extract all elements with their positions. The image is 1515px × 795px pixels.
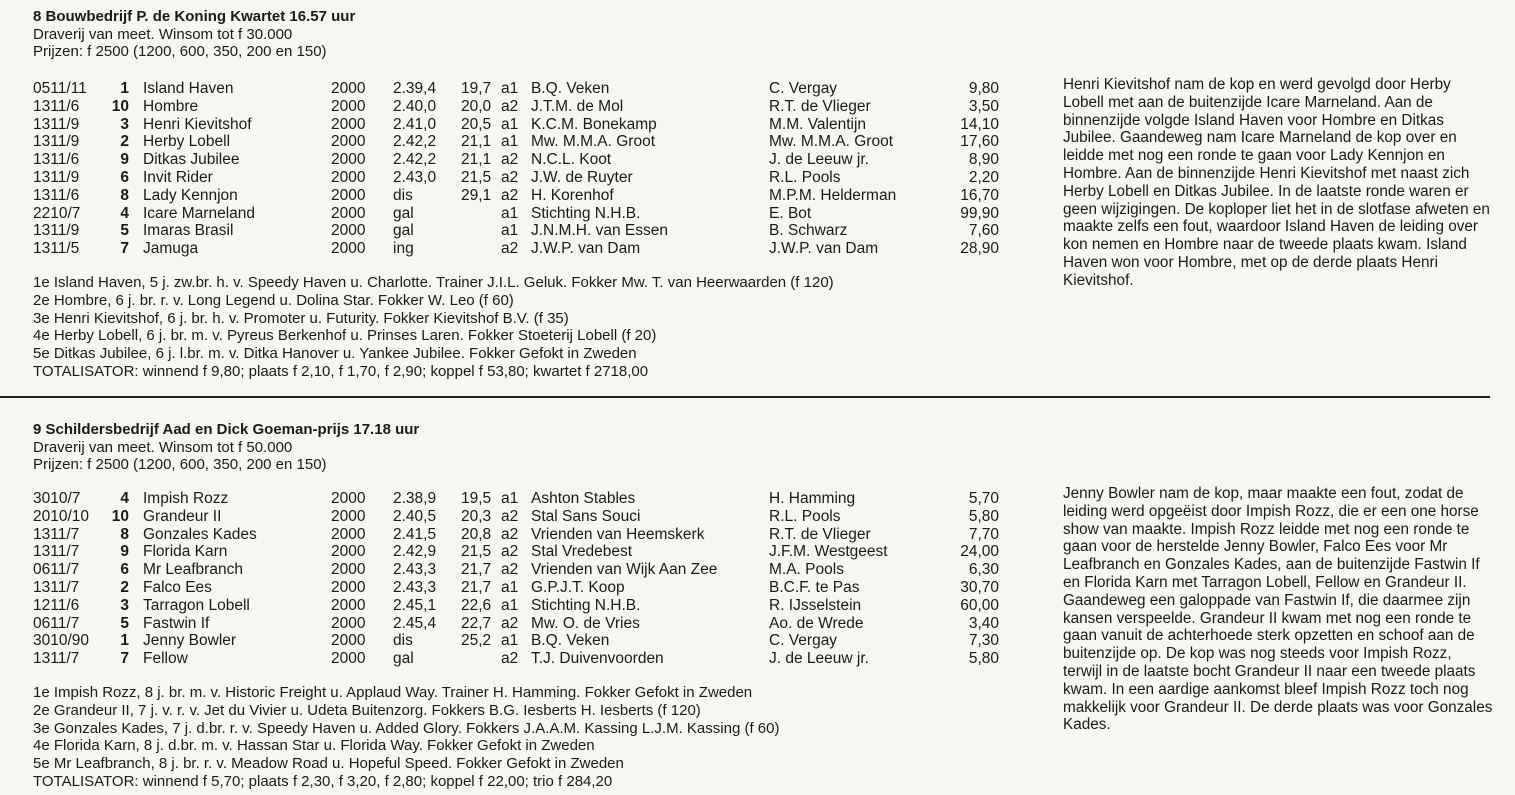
km-time: 20,5 <box>461 115 492 133</box>
odds: 14,10 <box>960 115 999 133</box>
odds: 7,60 <box>968 222 999 240</box>
distance: 2000 <box>331 507 366 525</box>
odds: 5,70 <box>968 490 999 507</box>
km-time <box>461 650 501 668</box>
odds: 5,80 <box>968 507 999 525</box>
pedigree-line: 5e Mr Leafbranch, 8 j. br. r. v. Meadow Road u. Hopeful Speed. Fokker Gefokt in Zweden <box>33 755 624 773</box>
distance: 2000 <box>331 222 366 240</box>
owner: N.C.L. Koot <box>531 151 612 169</box>
horse-name: Henri Kievitshof <box>143 115 252 133</box>
distance: 2000 <box>331 578 366 596</box>
section-divider <box>0 396 1490 398</box>
driver: B.C.F. te Pas <box>769 578 860 596</box>
driver: Mw. M.M.A. Groot <box>769 133 894 151</box>
km-time: 25,2 <box>461 632 492 650</box>
form-code: 1311/7 <box>33 578 80 596</box>
form-code: 1311/6 <box>33 97 80 115</box>
result-row <box>33 133 999 151</box>
race-prizes: Prijzen: f 2500 (1200, 600, 350, 200 en 150) <box>33 456 327 473</box>
result-row <box>33 508 999 526</box>
race-time: 2.40,0 <box>393 97 437 115</box>
start-position: a1 <box>501 490 519 507</box>
km-time: 21,5 <box>461 543 492 561</box>
result-row <box>33 490 999 508</box>
distance: 2000 <box>331 525 366 543</box>
result-row <box>33 187 999 205</box>
start-position: a2 <box>501 168 519 186</box>
driver: C. Vergay <box>769 632 838 650</box>
horse-name: Florida Karn <box>143 543 228 561</box>
start-position: a2 <box>501 97 519 115</box>
pedigree-line: 2e Hombre, 6 j. br. r. v. Long Legend u. Dolina Star. Fokker W. Leo (f 60) <box>33 291 514 309</box>
owner: G.P.J.T. Koop <box>531 578 625 596</box>
driver: R.L. Pools <box>769 168 841 186</box>
form-code: 0511/11 <box>33 80 87 97</box>
race-time: ing <box>393 240 414 258</box>
race-time: 2.42,9 <box>393 543 437 561</box>
start-position: a2 <box>501 151 519 169</box>
pedigree-line: TOTALISATOR: winnend f 5,70; plaats f 2,30, f 3,20, f 2,80; koppel f 22,00; trio f 284,20 <box>33 772 613 790</box>
start-position: a1 <box>501 133 519 151</box>
driver: J. de Leeuw jr. <box>769 151 869 169</box>
form-code: 1311/9 <box>33 115 80 133</box>
start-position: a1 <box>501 632 519 650</box>
form-code: 1311/5 <box>33 240 80 258</box>
form-code: 1311/9 <box>33 133 80 151</box>
km-time: 19,7 <box>461 80 492 97</box>
start-number: 10 <box>111 507 129 525</box>
start-number: 9 <box>120 543 129 561</box>
race-time: 2.40,5 <box>393 507 437 525</box>
horse-name: Falco Ees <box>143 578 212 596</box>
start-number: 8 <box>120 186 129 204</box>
distance: 2000 <box>331 632 366 650</box>
horse-name: Lady Kennjon <box>143 186 238 204</box>
start-number: 4 <box>120 490 129 507</box>
result-row <box>33 543 999 561</box>
distance: 2000 <box>331 151 366 169</box>
distance: 2000 <box>331 168 366 186</box>
form-code: 3010/90 <box>33 632 90 650</box>
form-code: 1311/6 <box>33 151 80 169</box>
race-title: 8 Bouwbedrijf P. de Koning Kwartet 16.57 uur <box>33 8 356 25</box>
race-time: 2.45,1 <box>393 596 437 614</box>
start-position: a1 <box>501 80 519 97</box>
owner: B.Q. Veken <box>531 80 610 97</box>
form-code: 1311/9 <box>33 168 80 186</box>
pedigree-line: TOTALISATOR: winnend f 9,80; plaats f 2,10, f 1,70, f 2,90; koppel f 53,80; kwartet f 2718,00 <box>33 362 649 380</box>
start-number: 5 <box>120 614 129 632</box>
result-row <box>33 597 999 615</box>
owner: Vrienden van Heemskerk <box>531 525 705 543</box>
result-row <box>33 561 999 579</box>
distance: 2000 <box>331 490 366 507</box>
horse-name: Impish Rozz <box>143 490 229 507</box>
start-number: 3 <box>120 115 129 133</box>
start-position: a2 <box>501 507 519 525</box>
horse-name: Fastwin If <box>143 614 210 632</box>
horse-name: Hombre <box>143 97 199 115</box>
km-time: 22,7 <box>461 614 492 632</box>
km-time: 20,3 <box>461 507 492 525</box>
driver: R.T. de Vlieger <box>769 97 871 115</box>
odds: 9,80 <box>968 80 999 97</box>
race-time: dis <box>393 186 413 204</box>
race-title: 9 Schildersbedrijf Aad en Dick Goeman-prijs 17.18 uur <box>33 421 420 438</box>
owner: J.T.M. de Mol <box>531 97 624 115</box>
start-number: 1 <box>120 632 129 650</box>
race-description: Jenny Bowler nam de kop, maar maakte een fout, zodat de leiding werd opgeëist door Impish Rozz, die er een one horse show van maakte. Impish Rozz leidde met nog een ronde te gaan voor de herstelde Jenny Bowler, Falco Ees voor Mr Leafbranch en Gonzales Kades, aan de buitenzijde Fastwin If en Florida Karn met Tarragon Lobell, Fellow en Grandeur II. Gaandeweg een galoppade van Fastwin If, die daarmee zijn kansen verspeelde. Grandeur II kwam met nog een ronde te gaan vanuit de achterhoede sterk opzetten en schoof aan de buitenzijde op. De kop was nog steeds voor Impish Rozz, terwijl in de laatste bocht Grandeur II naar een tweede plaats kwam. In een aardige aankomst bleef Impish Rozz toch nog makkelijk voor Grandeur II. De derde plaats was voor Gonzales Kades. <box>1063 485 1493 734</box>
race-8-section <box>33 8 1503 380</box>
distance: 2000 <box>331 561 366 579</box>
race-time: 2.42,2 <box>393 133 437 151</box>
pedigree-line: 1e Impish Rozz, 8 j. br. m. v. Historic Freight u. Applaud Way. Trainer H. Hamming. Fokker Gefokt in Zweden <box>33 684 753 701</box>
owner: H. Korenhof <box>531 186 614 204</box>
owner: K.C.M. Bonekamp <box>531 115 657 133</box>
race-time: gal <box>393 650 414 668</box>
start-position: a2 <box>501 650 519 668</box>
km-time: 21,1 <box>461 151 492 169</box>
owner: Vrienden van Wijk Aan Zee <box>531 561 718 579</box>
owner: Mw. M.M.A. Groot <box>531 133 656 151</box>
start-number: 2 <box>120 133 129 151</box>
start-position: a2 <box>501 525 519 543</box>
odds: 8,90 <box>968 151 999 169</box>
km-time <box>461 240 501 258</box>
start-number: 4 <box>120 204 129 222</box>
start-position: a2 <box>501 240 519 258</box>
pedigree-list <box>33 684 779 791</box>
start-position: a2 <box>501 543 519 561</box>
race-time: 2.43,0 <box>393 168 437 186</box>
odds: 7,30 <box>968 632 999 650</box>
start-position: a1 <box>501 222 519 240</box>
horse-name: Gonzales Kades <box>143 525 257 543</box>
result-row <box>33 205 999 223</box>
form-code: 1311/7 <box>33 650 80 668</box>
km-time: 19,5 <box>461 490 492 507</box>
start-position: a1 <box>501 596 519 614</box>
result-row <box>33 615 999 633</box>
distance: 2000 <box>331 240 366 258</box>
distance: 2000 <box>331 115 366 133</box>
start-number: 7 <box>120 650 129 668</box>
result-row <box>33 526 999 544</box>
race-time: 2.38,9 <box>393 490 437 507</box>
result-row <box>33 632 999 650</box>
horse-name: Herby Lobell <box>143 133 231 151</box>
race-time: 2.41,5 <box>393 525 437 543</box>
owner: Stichting N.H.B. <box>531 596 641 614</box>
distance: 2000 <box>331 596 366 614</box>
horse-name: Ditkas Jubilee <box>143 151 240 169</box>
odds: 28,90 <box>960 240 999 258</box>
result-row <box>33 98 999 116</box>
start-number: 10 <box>111 97 129 115</box>
race-time: 2.45,4 <box>393 614 437 632</box>
start-position: a2 <box>501 561 519 579</box>
odds: 24,00 <box>960 543 999 561</box>
odds: 17,60 <box>960 133 999 151</box>
result-row <box>33 116 999 134</box>
pedigree-line: 3e Henri Kievitshof, 6 j. br. h. v. Promoter u. Futurity. Fokker Kievitshof B.V. (f 35) <box>33 309 569 327</box>
results-table <box>33 490 999 668</box>
result-row <box>33 151 999 169</box>
km-time: 21,7 <box>461 561 492 579</box>
horse-name: Jamuga <box>143 240 199 258</box>
owner: Ashton Stables <box>531 490 636 507</box>
start-position: a2 <box>501 186 519 204</box>
pedigree-line: 4e Herby Lobell, 6 j. br. m. v. Pyreus Berkenhof u. Prinses Laren. Fokker Stoeterij Lobell (f 20) <box>33 327 657 345</box>
pedigree-line: 3e Gonzales Kades, 7 j. d.br. r. v. Speedy Haven u. Added Glory. Fokkers J.A.A.M. Kassing L.J.M. Kassing (f 60) <box>33 719 780 737</box>
owner: J.W. de Ruyter <box>531 168 633 186</box>
result-row <box>33 240 999 258</box>
result-row <box>33 650 999 668</box>
driver: J.F.M. Westgeest <box>769 543 888 561</box>
owner: Mw. O. de Vries <box>531 614 640 632</box>
distance: 2000 <box>331 543 366 561</box>
km-time: 22,6 <box>461 596 492 614</box>
pedigree-line: 5e Ditkas Jubilee, 6 j. l.br. m. v. Ditka Hanover u. Yankee Jubilee. Fokker Gefokt in Zweden <box>33 345 637 363</box>
odds: 99,90 <box>960 204 999 222</box>
distance: 2000 <box>331 97 366 115</box>
km-time: 21,7 <box>461 578 492 596</box>
race-conditions: Draverij van meet. Winsom tot f 50.000 <box>33 439 293 456</box>
distance: 2000 <box>331 614 366 632</box>
start-number: 3 <box>120 596 129 614</box>
results-table <box>33 80 999 258</box>
horse-name: Invit Rider <box>143 168 213 186</box>
driver: M.A. Pools <box>769 561 844 579</box>
race-time: 2.42,2 <box>393 151 437 169</box>
horse-name: Icare Marneland <box>143 204 256 222</box>
race-time: 2.39,4 <box>393 80 437 97</box>
driver: R.L. Pools <box>769 507 841 525</box>
horse-name: Mr Leafbranch <box>143 561 243 579</box>
owner: Stal Sans Souci <box>531 507 641 525</box>
horse-name: Grandeur II <box>143 507 222 525</box>
odds: 3,40 <box>968 614 999 632</box>
odds: 5,80 <box>968 650 999 668</box>
start-number: 7 <box>120 240 129 258</box>
km-time: 29,1 <box>461 186 492 204</box>
form-code: 1311/9 <box>33 222 80 240</box>
horse-name: Tarragon Lobell <box>143 596 250 614</box>
horse-name: Imaras Brasil <box>143 222 234 240</box>
start-number: 5 <box>120 222 129 240</box>
start-number: 1 <box>120 80 129 97</box>
driver: E. Bot <box>769 204 812 222</box>
start-number: 9 <box>120 151 129 169</box>
start-position: a1 <box>501 115 519 133</box>
start-position: a1 <box>501 204 519 222</box>
pedigree-line: 2e Grandeur II, 7 j. v. r. v. Jet du Vivier u. Udeta Buitenzorg. Fokkers B.G. Iesberts H. Iesberts (f 120) <box>33 701 701 719</box>
odds: 7,70 <box>968 525 999 543</box>
driver: H. Hamming <box>769 490 856 507</box>
start-number: 2 <box>120 578 129 596</box>
distance: 2000 <box>331 204 366 222</box>
form-code: 1311/7 <box>33 543 80 561</box>
form-code: 2210/7 <box>33 204 81 222</box>
result-row <box>33 579 999 597</box>
distance: 2000 <box>331 650 366 668</box>
km-time <box>461 205 501 223</box>
odds: 60,00 <box>960 596 999 614</box>
result-row <box>33 80 999 98</box>
owner: Stal Vredebest <box>531 543 633 561</box>
owner: B.Q. Veken <box>531 632 610 650</box>
form-code: 1311/7 <box>33 525 80 543</box>
pedigree-line: 1e Island Haven, 5 j. zw.br. h. v. Speedy Haven u. Charlotte. Trainer J.I.L. Geluk. Fokker Mw. T. van Heerwaarden (f 120) <box>33 274 834 291</box>
distance: 2000 <box>331 80 366 97</box>
odds: 30,70 <box>960 578 999 596</box>
race-time: 2.43,3 <box>393 578 437 596</box>
start-position: a2 <box>501 614 519 632</box>
pedigree-list <box>33 274 834 381</box>
race-time: dis <box>393 632 413 650</box>
race-conditions: Draverij van meet. Winsom tot f 30.000 <box>33 26 293 43</box>
start-position: a1 <box>501 578 519 596</box>
distance: 2000 <box>331 133 366 151</box>
odds: 3,50 <box>968 97 999 115</box>
start-number: 6 <box>120 168 129 186</box>
owner: T.J. Duivenvoorden <box>531 650 664 668</box>
odds: 2,20 <box>968 168 999 186</box>
km-time: 21,5 <box>461 168 492 186</box>
form-code: 1311/6 <box>33 186 80 204</box>
form-code: 1211/6 <box>33 596 80 614</box>
owner: J.W.P. van Dam <box>531 240 641 258</box>
driver: C. Vergay <box>769 80 838 97</box>
race-time: gal <box>393 222 414 240</box>
race-9-section <box>33 421 1503 790</box>
driver: M.P.M. Helderman <box>769 186 897 204</box>
odds: 6,30 <box>968 561 999 579</box>
result-row <box>33 222 999 240</box>
km-time <box>461 222 501 240</box>
race-time: 2.43,3 <box>393 561 437 579</box>
driver: J. de Leeuw jr. <box>769 650 869 668</box>
distance: 2000 <box>331 186 366 204</box>
race-time: gal <box>393 204 414 222</box>
driver: B. Schwarz <box>769 222 848 240</box>
driver: M.M. Valentijn <box>769 115 867 133</box>
driver: Ao. de Wrede <box>769 614 864 632</box>
start-number: 8 <box>120 525 129 543</box>
owner: J.N.M.H. van Essen <box>531 222 668 240</box>
form-code: 2010/10 <box>33 507 90 525</box>
horse-name: Fellow <box>143 650 188 668</box>
horse-name: Island Haven <box>143 80 234 97</box>
start-number: 6 <box>120 561 129 579</box>
km-time: 20,0 <box>461 97 492 115</box>
odds: 16,70 <box>960 186 999 204</box>
owner: Stichting N.H.B. <box>531 204 641 222</box>
race-prizes: Prijzen: f 2500 (1200, 600, 350, 200 en 150) <box>33 43 327 60</box>
form-code: 3010/7 <box>33 490 81 507</box>
driver: R. IJsselstein <box>769 596 862 614</box>
race-time: 2.41,0 <box>393 115 437 133</box>
form-code: 0611/7 <box>33 561 80 579</box>
horse-name: Jenny Bowler <box>143 632 237 650</box>
race-description: Henri Kievitshof nam de kop en werd gevolgd door Herby Lobell met aan de buitenzijde Icare Marneland. Aan de binnenzijde volgde Island Haven voor Hombre en Ditkas Jubilee. Gaandeweg nam Icare Marneland de kop over en leidde met nog een ronde te gaan voor Lady Kennjon en Hombre. Aan de binnenzijde Henri Kievitshof met naast zich Herby Lobell en Ditkas Jubilee. In de laatste ronde waren er geen wijzigingen. De koploper liet het in de slotfase afweten en maakte zelfs een fout, waardoor Island Haven de leiding over kon nemen en Hombre naar de tweede plaats kwam. Island Haven won voor Hombre, met op de derde plaats Henri Kievitshof. <box>1063 76 1490 289</box>
driver: R.T. de Vlieger <box>769 525 871 543</box>
km-time: 21,1 <box>461 133 492 151</box>
km-time: 20,8 <box>461 525 492 543</box>
result-row <box>33 169 999 187</box>
form-code: 0611/7 <box>33 614 80 632</box>
driver: J.W.P. van Dam <box>769 240 879 258</box>
pedigree-line: 4e Florida Karn, 8 j. d.br. m. v. Hassan Star u. Florida Way. Fokker Gefokt in Zweden <box>33 737 595 755</box>
